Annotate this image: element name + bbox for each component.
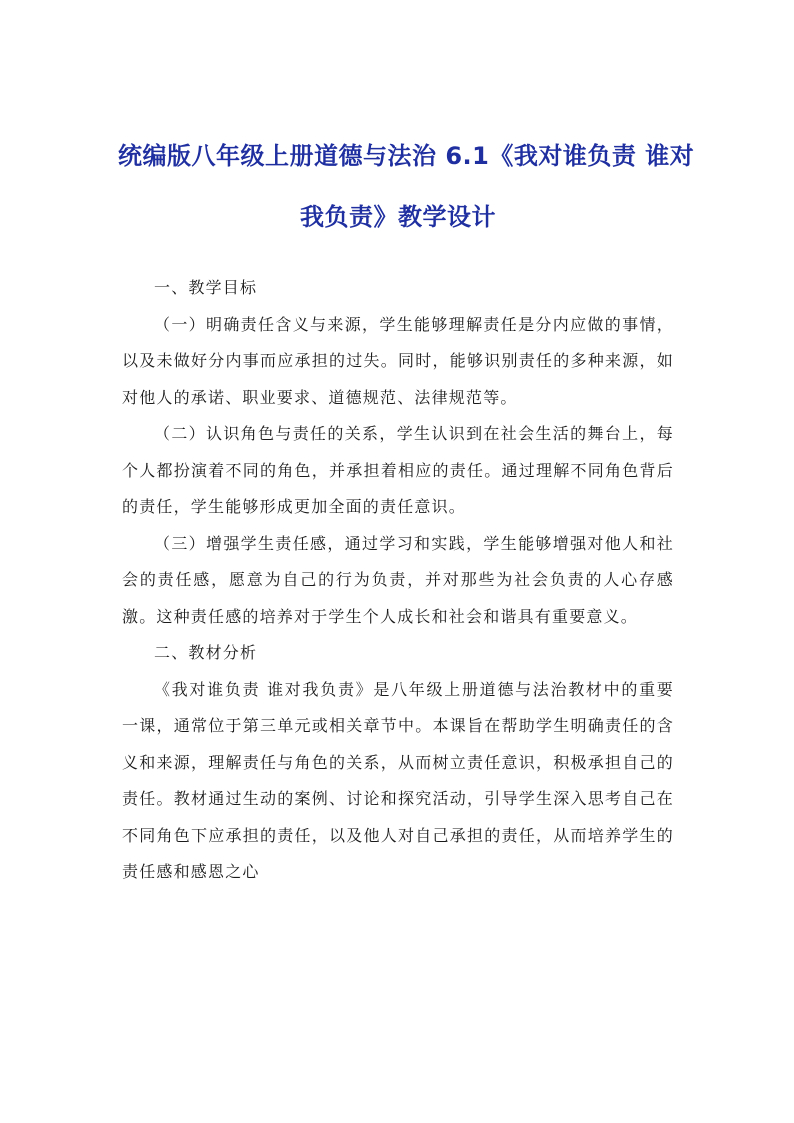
document-body <box>122 270 674 891</box>
section-heading-teaching-goals: 一、教学目标 <box>154 278 258 297</box>
paragraph-goal-2: （二）认识角色与责任的关系，学生认识到在社会生活的舞台上，每个人都扮演着不同的角色，并承担着相应的责任。通过理解不同角色背后的责任，学生能够形成更加全面的责任意识。 <box>122 424 674 516</box>
paragraph-goal-3: （三）增强学生责任感，通过学习和实践，学生能够增强对他人和社会的责任感，愿意为自己的行为负责，并对那些为社会负责的人心存感激。这种责任感的培养对于学生个人成长和社会和谐具有重要意义。 <box>122 533 674 626</box>
document-title-line-2: 我负责》教学设计 <box>300 203 496 231</box>
paragraph-goal-1: （一）明确责任含义与来源，学生能够理解责任是分内应做的事情，以及未做好分内事而应承担的过失。同时，能够识别责任的多种来源，如对他人的承诺、职业要求、道德规范、法律规范等。 <box>122 314 674 407</box>
document-title-line-1: 统编版八年级上册道德与法治 6.1《我对谁负责 谁对 <box>118 142 695 170</box>
paragraph-textbook-analysis: 《我对谁负责 谁对我负责》是八年级上册道德与法治教材中的重要一课，通常位于第三单元或相关章节中。本课旨在帮助学生明确责任的含义和来源，理解责任与角色的关系，从而树立责任意识，积极承担自己的责任。教材通过生动的案例、讨论和探究活动，引导学生深入思考自己在不同角色下应承担的责任，以及他人对自己承担的责任，从而培养学生的责任感和感恩之心 <box>122 679 674 881</box>
section-heading-textbook-analysis: 二、教材分析 <box>154 643 258 662</box>
